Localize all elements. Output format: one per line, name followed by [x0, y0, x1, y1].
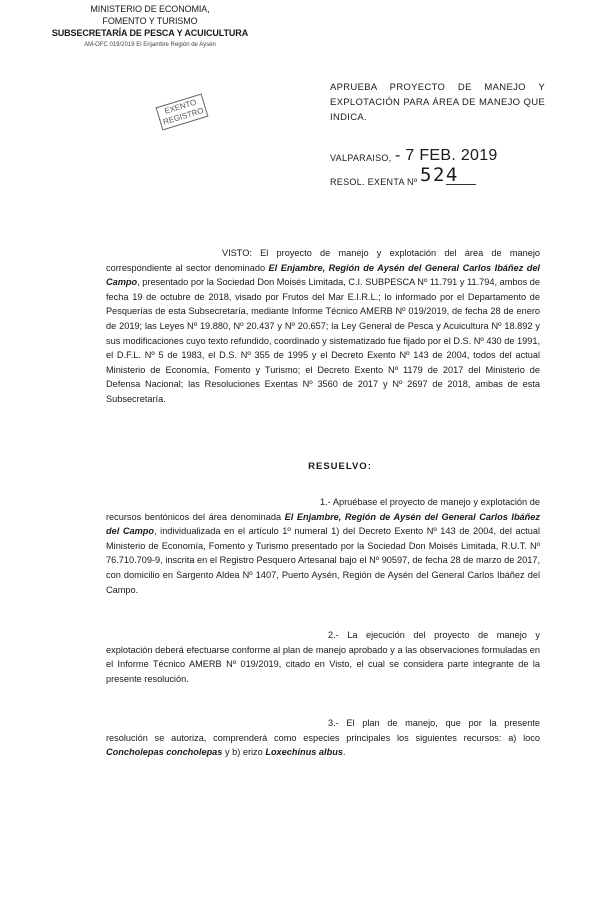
- visto-text-2: , presentado por la Sociedad Don Moisés Limitada, C.I. SUBPESCA Nº 11.791 y 11.794, ambos de fecha 19 de octubre de 2018, visado por Frutos del Mar E.I.R.L.; lo informado por el Departamento de Pesquerías de esta Subsecretaría, mediante Informe Técnico AMERB Nº 019/2019, de fecha 28 de enero de 2019; las Leyes Nº 19.880, Nº 20.437 y Nº 20.657; la Ley General de Pesca y Acuicultura Nº 18.892 y sus modificaciones cuyo texto refundido, coordinado y sistematizado fue fijado por el D.S. Nº 430 de 1991, el D.F.L. Nº 5 de 1983, el D.S. Nº 355 de 1995 y el Decreto Exento Nº 143 de 2004, todos del actual Ministerio de Economía, Fomento y Turismo; el Decreto Exento Nº 1179 de 2017 del Ministerio de Defensa Nacional; las Resoluciones Exentas Nº 3560 de 2017 y Nº 2697 de 2018, ambas de esta Subsecretaría.: [106, 277, 540, 404]
- area-name: El Enjambre, Región de Aysén del General Carlos Ibáñez del Campo: [106, 262, 540, 288]
- species-2: Loxechinus albus: [265, 747, 343, 758]
- resolution-item-2: [106, 628, 540, 686]
- document-title: APRUEBA PROYECTO DE MANEJO Y EXPLOTACIÓN PARA ÁREA DE MANEJO QUE INDICA.: [330, 82, 545, 123]
- ministry-name-line2: FOMENTO Y TURISMO: [102, 16, 198, 26]
- resolution-underline: [446, 184, 476, 185]
- resuelvo-heading: RESUELVO:: [308, 461, 372, 472]
- item1-text-1: 1.- Apruébase el proyecto de manejo y explotación de recursos bentónicos del área denominada: [106, 497, 540, 522]
- item2-text: 2.- La ejecución del proyecto de manejo y explotación deberá efectuarse conforme al plan de manejo aprobado y a las observaciones formuladas en el Informe Técnico AMERB Nº 019/2019, citado en Visto, el cual se considera parte integrante de la presente resolución.: [106, 630, 540, 684]
- resolution-item-1: [106, 495, 540, 597]
- resolution-number: 524: [420, 164, 459, 186]
- visto-text-1: VISTO: El proyecto de manejo y explotación del área de manejo correspondiente al sector denominado: [106, 248, 540, 273]
- ministry-name: MINISTERIO DE ECONOMIA,: [90, 4, 210, 14]
- exempt-stamp: EXENTO REGISTRO: [156, 94, 209, 131]
- item3-text-1: 3.- El plan de manejo, que por la presente resolución se autoriza, comprenderá como especies principales los siguientes recursos: a) loco: [106, 718, 540, 743]
- place-label: VALPARAISO,: [330, 153, 392, 163]
- resolution-label: RESOL. EXENTA Nº: [330, 177, 418, 187]
- resolution-item-3: [106, 716, 540, 760]
- item1-area-name: El Enjambre, Región de Aysén del General Carlos Ibáñez del Campo: [106, 511, 540, 537]
- species-1: Concholepas concholepas: [106, 747, 223, 758]
- item3-text-3: .: [342, 747, 346, 758]
- item1-text-2: , individualizada en el artículo 1º numeral 1) del Decreto Exento Nº 143 de 2004, del actual Ministerio de Economía, Fomento y Turismo presentado por la Sociedad Don Moisés Limitada, R.U.T. Nº 76.710.709-9, inscrita en el Registro Pesquero Artesanal bajo el Nº 90597, de fecha 28 de marzo de 2017, con domicilio en Sargento Aldea Nº 1407, Puerto Aysén, Región de Aysén del General Carlos Ibáñez del Campo.: [106, 526, 540, 595]
- undersecretariat-name: SUBSECRETARÍA DE PESCA Y ACUICULTURA: [51, 28, 249, 38]
- visto-paragraph: [106, 246, 540, 407]
- date-stamp: - 7 FEB. 2019: [395, 147, 498, 164]
- item3-text-2: y b) erizo: [224, 747, 263, 758]
- reference-line: AM-OFC 019/2019 El Enjambre Región de Aysén: [84, 42, 216, 48]
